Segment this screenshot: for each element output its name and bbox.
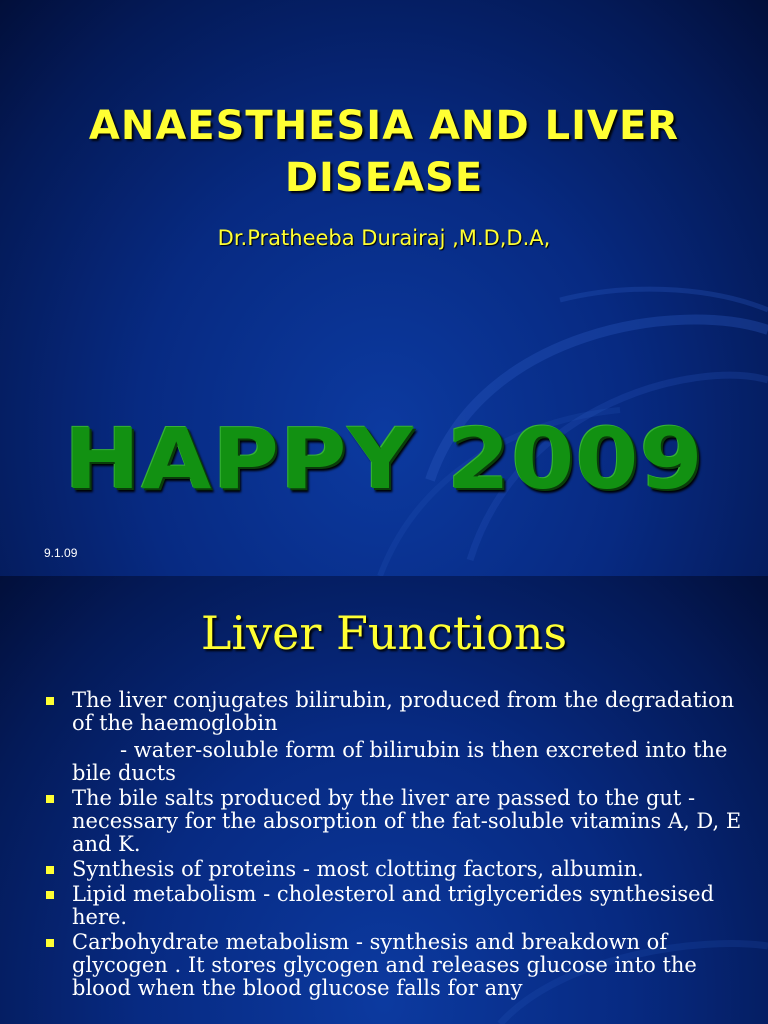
list-item — [44, 858, 744, 881]
title-line-1: ANAESTHESIA AND LIVER — [88, 103, 680, 149]
bullet-square-icon — [46, 866, 54, 874]
content-slide — [0, 576, 768, 1024]
list-item — [44, 883, 744, 929]
bullet-text: Carbohydrate metabolism - synthesis and breakdown of glycogen . It stores glycogen and releases glucose into the blood when the blood glucose falls for any — [72, 930, 697, 1000]
bullet-text: The bile salts produced by the liver are passed to the gut - necessary for the absorption of the fat-soluble vitamins A, D, E and K. — [72, 786, 742, 856]
title-line-2: DISEASE — [284, 155, 484, 201]
author-line: Dr.Pratheeba Durairaj ,M.D,D.A, — [217, 226, 551, 250]
bullet-text: Synthesis of proteins - most clotting factors, albumin. — [72, 857, 644, 881]
bullet-square-icon — [46, 891, 54, 899]
list-item — [44, 787, 744, 856]
bullet-square-icon — [46, 939, 54, 947]
bullet-text: The liver conjugates bilirubin, produced from the degradation of the haemoglobin — [72, 688, 735, 735]
bullet-square-icon — [46, 795, 54, 803]
slide-title: Liver Functions — [200, 606, 568, 660]
slide-title — [40, 100, 728, 204]
bullet-square-icon — [46, 697, 54, 705]
list-item — [44, 931, 744, 1000]
slide-date: 9.1.09 — [44, 546, 78, 560]
bullet-subtext: - water-soluble form of bilirubin is then excreted into the bile ducts — [72, 738, 728, 785]
bullet-list — [44, 689, 744, 1002]
bullet-text: Lipid metabolism - cholesterol and triglycerides synthesised here. — [72, 882, 715, 929]
list-item — [44, 689, 744, 785]
greeting-wordart: HAPPY 2009 — [64, 410, 704, 508]
